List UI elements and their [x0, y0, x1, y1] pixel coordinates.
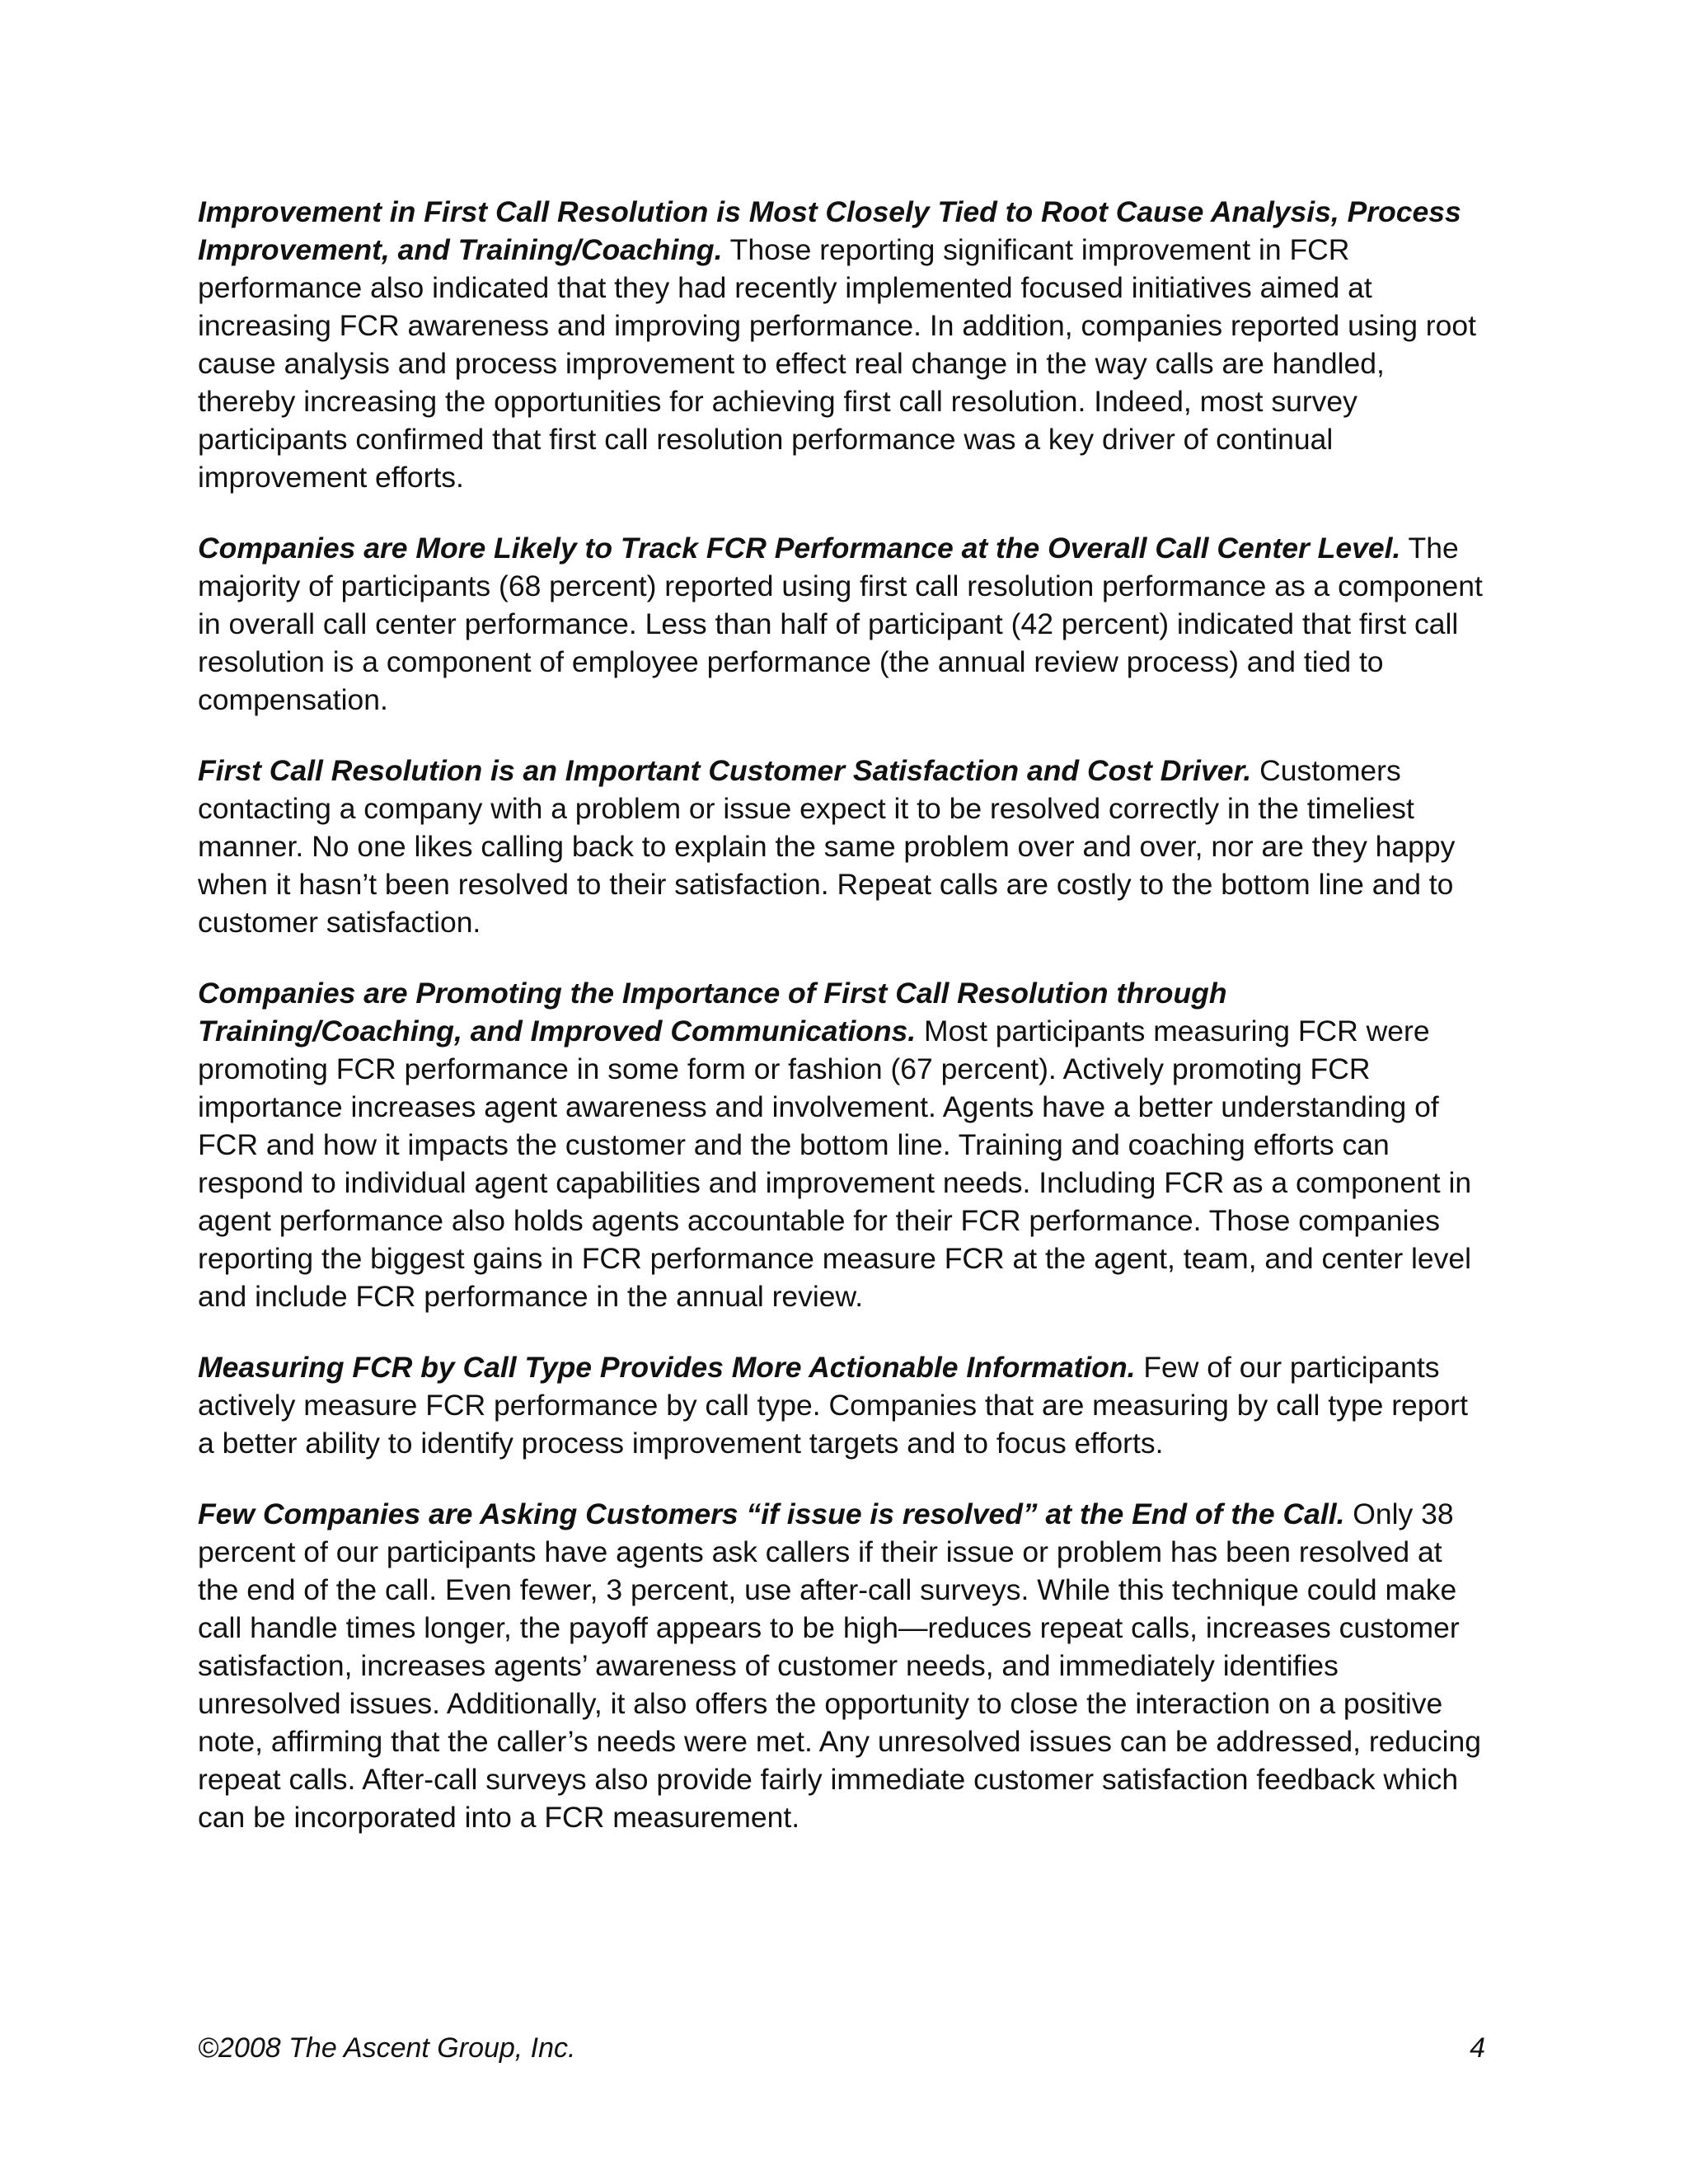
section-heading: Companies are Promoting the Importance of First Call Resolution through Training/Coaching, and Improved Communications.: [198, 977, 1227, 1047]
section-body: Only 38 percent of our participants have agents ask callers if their issue or problem has been resolved at the end of the call. Even fewer, 3 percent, use after-call surveys. While this technique could make call handle times longer, the payoff appears to be high—reduces repeat calls, increases customer satisfaction, increases agents’ awareness of customer needs, and immediately identifies unresolved issues. Additionally, it also offers the opportunity to close the interaction on a positive note, affirming that the caller’s needs were met. Any unresolved issues can be addressed, reducing repeat calls. After-call surveys also provide fairly immediate customer satisfaction feedback which can be incorporated into a FCR measurement.: [198, 1497, 1481, 1834]
section-heading: First Call Resolution is an Important Customer Satisfaction and Cost Driver.: [198, 754, 1252, 787]
copyright-text: ©2008 The Ascent Group, Inc.: [198, 2032, 576, 2064]
section-body: Customers contacting a company with a problem or issue expect it to be resolved correctly in the timeliest manner. No one likes calling back to explain the same problem over and over, nor are they happy when it hasn’t been resolved to their satisfaction. Repeat calls are costly to the bottom line and to customer satisfaction.: [198, 754, 1456, 939]
section-heading: Measuring FCR by Call Type Provides More Actionable Information.: [198, 1351, 1136, 1384]
page-footer: [198, 2029, 1485, 2067]
section-call-type: [198, 1348, 1485, 1462]
section-body: Few of our participants actively measure FCR performance by call type. Companies that are measuring by call type report a better ability to identify process improvement targets and to focus efforts.: [198, 1351, 1468, 1460]
section-heading: Few Companies are Asking Customers “if issue is resolved” at the End of the Call.: [198, 1497, 1345, 1530]
section-satisfaction-driver: [198, 752, 1485, 941]
page-number: 4: [1470, 2032, 1485, 2064]
section-asking-customers: [198, 1495, 1485, 1836]
section-heading: Improvement in First Call Resolution is Most Closely Tied to Root Cause Analysis, Process Improvement, and Training/Coaching.: [198, 195, 1461, 266]
page-content: [198, 193, 1485, 1869]
section-body: Most participants measuring FCR were promoting FCR performance in some form or fashion (67 percent). Actively promoting FCR importance increases agent awareness and involvement. Agents have a better understanding of FCR and how it impacts the customer and the bottom line. Training and coaching efforts can respond to individual agent capabilities and improvement needs. Including FCR as a component in agent performance also holds agents accountable for their FCR performance. Those companies reporting the biggest gains in FCR performance measure FCR at the agent, team, and center level and include FCR performance in the annual review.: [198, 1015, 1472, 1313]
section-body: The majority of participants (68 percent) reported using first call resolution performance as a component in overall call center performance. Less than half of participant (42 percent) indicated that first call resolution is a component of employee performance (the annual review process) and tied to compensation.: [198, 532, 1483, 716]
section-tracking-level: [198, 529, 1485, 719]
section-heading: Companies are More Likely to Track FCR Performance at the Overall Call Center Level.: [198, 532, 1401, 565]
section-body: Those reporting significant improvement in FCR performance also indicated that they had recently implemented focused initiatives aimed at increasing FCR awareness and improving performance. In addition, companies reported using root cause analysis and process improvement to effect real change in the way calls are handled, thereby increasing the opportunities for achieving first call resolution. Indeed, most survey participants confirmed that first call resolution performance was a key driver of continual improvement efforts.: [198, 233, 1476, 494]
section-promoting-fcr: [198, 974, 1485, 1315]
section-fcr-improvement: [198, 193, 1485, 496]
